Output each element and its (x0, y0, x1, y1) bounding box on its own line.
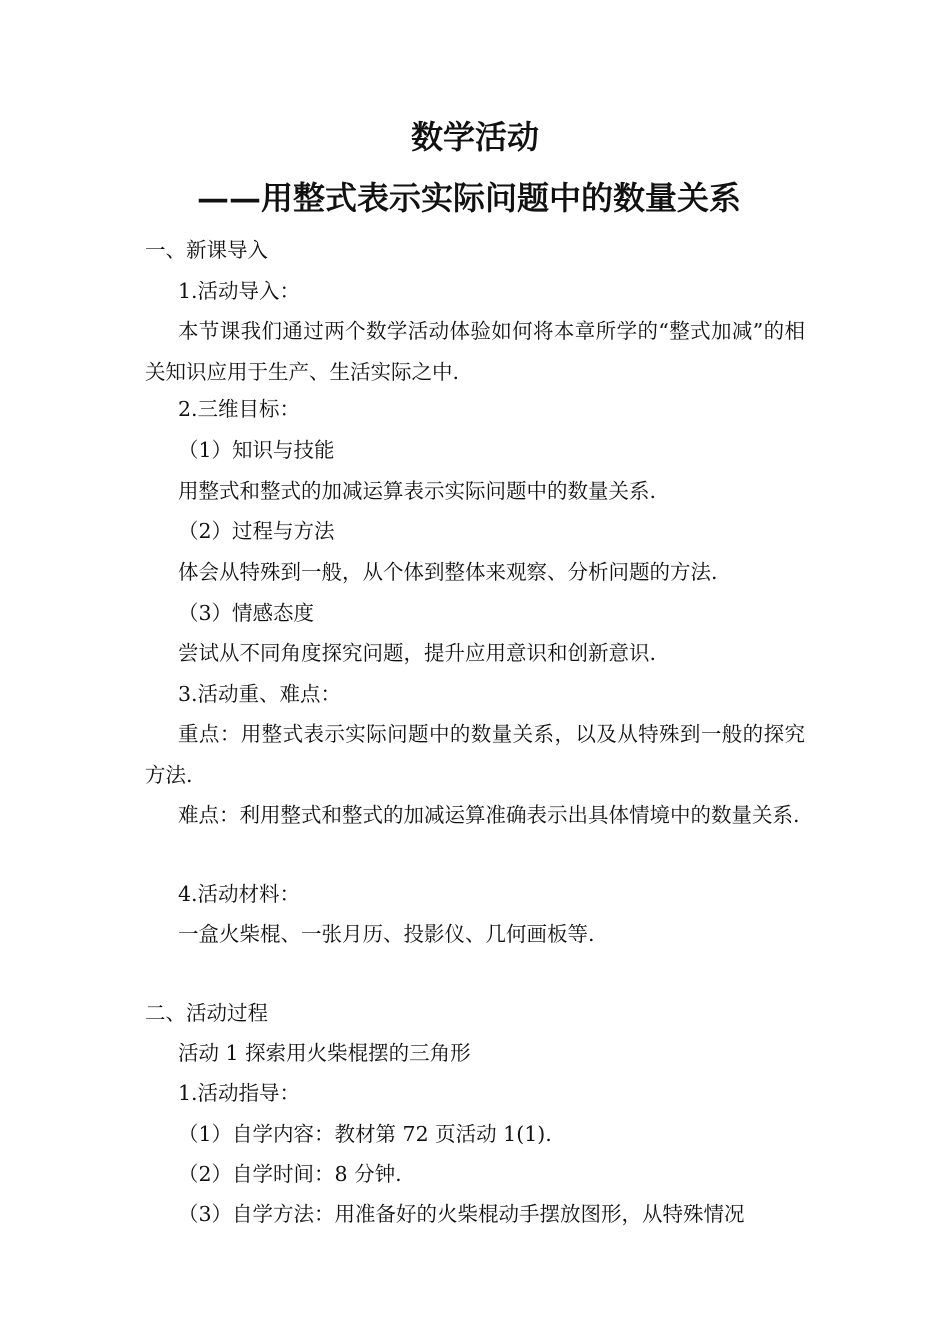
guide-item-2: （2）自学时间：8 分钟. (178, 1162, 402, 1186)
difficulty-text: 难点：利用整式和整式的加减运算准确表示出具体情境中的数量关系. (178, 803, 800, 827)
guide-label: 1.活动指导： (178, 1081, 301, 1105)
goal3-text: 尝试从不同角度探究问题，提升应用意识和创新意识. (178, 641, 657, 665)
goal1-label: （1）知识与技能 (178, 438, 335, 462)
materials-label: 4.活动材料： (178, 882, 301, 906)
guide-item-3: （3）自学方法：用准备好的火柴棍动手摆放图形，从特殊情况 (178, 1202, 745, 1226)
document-subtitle: ——用整式表示实际问题中的数量关系 (196, 179, 741, 217)
materials-text: 一盒火柴棍、一张月历、投影仪、几何画板等. (178, 922, 595, 946)
goals-label: 2.三维目标： (178, 397, 301, 421)
key-point-text: 重点：用整式表示实际问题中的数量关系，以及从特殊到一般的探究方法. (145, 722, 805, 787)
goal3-label: （3）情感态度 (178, 601, 315, 625)
key-points-label: 3.活动重、难点： (178, 682, 342, 706)
activity-intro-text: 本节课我们通过两个数学活动体验如何将本章所学的“整式加减”的相关知识应用于生产、生活实际之中. (145, 319, 805, 384)
activity1-title: 活动 1 探索用火柴棍摆的三角形 (178, 1041, 471, 1065)
goal2-label: （2）过程与方法 (178, 519, 335, 543)
activity-intro-label: 1.活动导入： (178, 279, 301, 303)
goal1-text: 用整式和整式的加减运算表示实际问题中的数量关系. (178, 479, 657, 503)
goal2-text: 体会从特殊到一般，从个体到整体来观察、分析问题的方法. (178, 560, 718, 584)
guide-item-1: （1）自学内容：教材第 72 页活动 1(1). (178, 1122, 552, 1146)
document-title: 数学活动 (410, 118, 539, 156)
section-heading-process: 二、活动过程 (145, 1001, 268, 1025)
section-heading-intro: 一、新课导入 (145, 238, 268, 262)
